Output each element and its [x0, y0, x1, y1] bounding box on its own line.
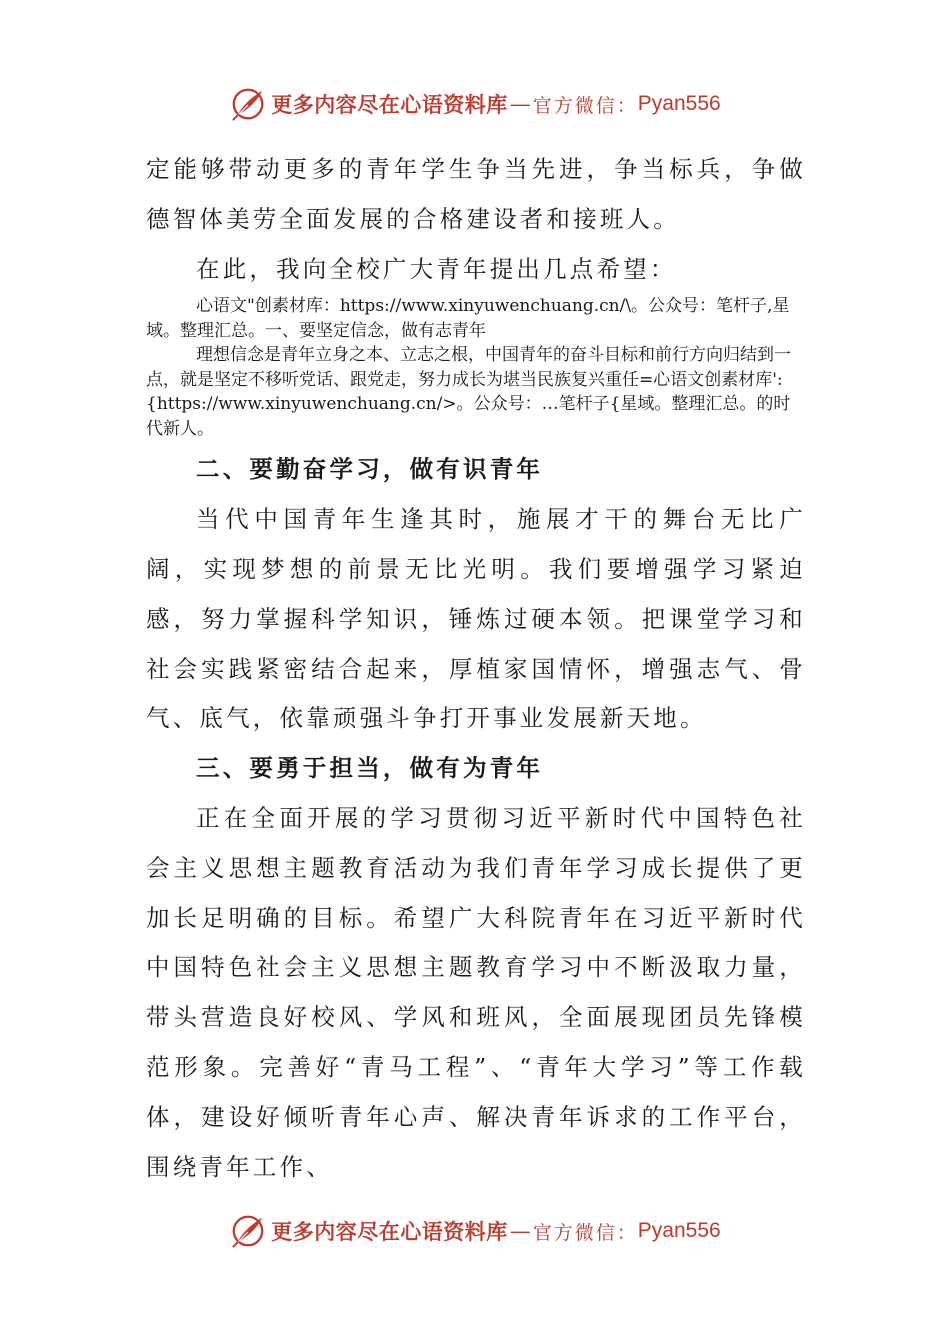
- paragraph-responsibility: 正在全面开展的学习贯彻习近平新时代中国特色社会主义思想主题教育活动为我们青年学习成长提供了更加长足明确的目标。希望广大科院青年在习近平新时代中国特色社会主义思想主题教育学习中不断汲取力量，带头营造良好校风、学风和班风，全面展现团员先锋模范形象。完善好“青马工程”、“青年大学习”等工作载体，建设好倾听青年心声、解决青年诉求的工作平台，围绕青年工作、: [146, 803, 806, 1181]
- banner-wechat-label: 官方微信：: [532, 94, 638, 117]
- banner-title: 更多内容尽在心语资料库: [271, 92, 508, 117]
- banner-title: 更多内容尽在心语资料库: [271, 1219, 508, 1244]
- paragraph-continuation: 定能够带动更多的青年学生争当先进，争当标兵，争做德智体美劳全面发展的合格建设者和接班人。: [146, 155, 806, 233]
- section-heading-responsibility: 三、要勇于担当，做有为青年: [196, 754, 544, 783]
- header-banner: [0, 84, 950, 124]
- paragraph-study: 当代中国青年生逢其时，施展才干的舞台无比广阔，实现梦想的前景无比光明。我们要增强学习紧迫感，努力掌握科学知识，锤炼过硬本领。把课堂学习和社会实践紧密结合起来，厚植家国情怀，增强志气、骨气、底气，依靠顽强斗争打开事业发展新天地。: [146, 505, 806, 733]
- quill-pen-logo-icon: [229, 85, 267, 123]
- section-heading-study: 二、要勤奋学习，做有识青年: [196, 455, 544, 484]
- quill-pen-logo-icon: [229, 1212, 267, 1250]
- footer-banner: [0, 1211, 950, 1251]
- paragraph-hopes-intro: 在此，我向全校广大青年提出几点希望：: [196, 254, 677, 283]
- document-body: [146, 145, 806, 1192]
- small-text-ideals: 理想信念是青年立身之本、立志之根，中国青年的奋斗目标和前行方向归结到一点，就是坚定不移听党话、跟党走，努力成长为堪当民族复兴重任=心语文创素材库':{https://www.xinyuwenchuang.cn/>。公众号：…笔杆子{星域。整理汇总。的时代新人。: [146, 345, 791, 439]
- small-text-source-note: 心语文"创素材库：https://www.xinyuwenchuang.cn/\。公众号：笔杆子,星域。整理汇总。一、要坚定信念，做有志青年: [146, 296, 790, 341]
- banner-dash: —: [509, 92, 531, 116]
- banner-wechat-id: Pyan556: [637, 1219, 721, 1242]
- banner-wechat-label: 官方微信：: [532, 1221, 638, 1244]
- banner-dash: —: [509, 1219, 531, 1243]
- banner-wechat-id: Pyan556: [637, 92, 721, 115]
